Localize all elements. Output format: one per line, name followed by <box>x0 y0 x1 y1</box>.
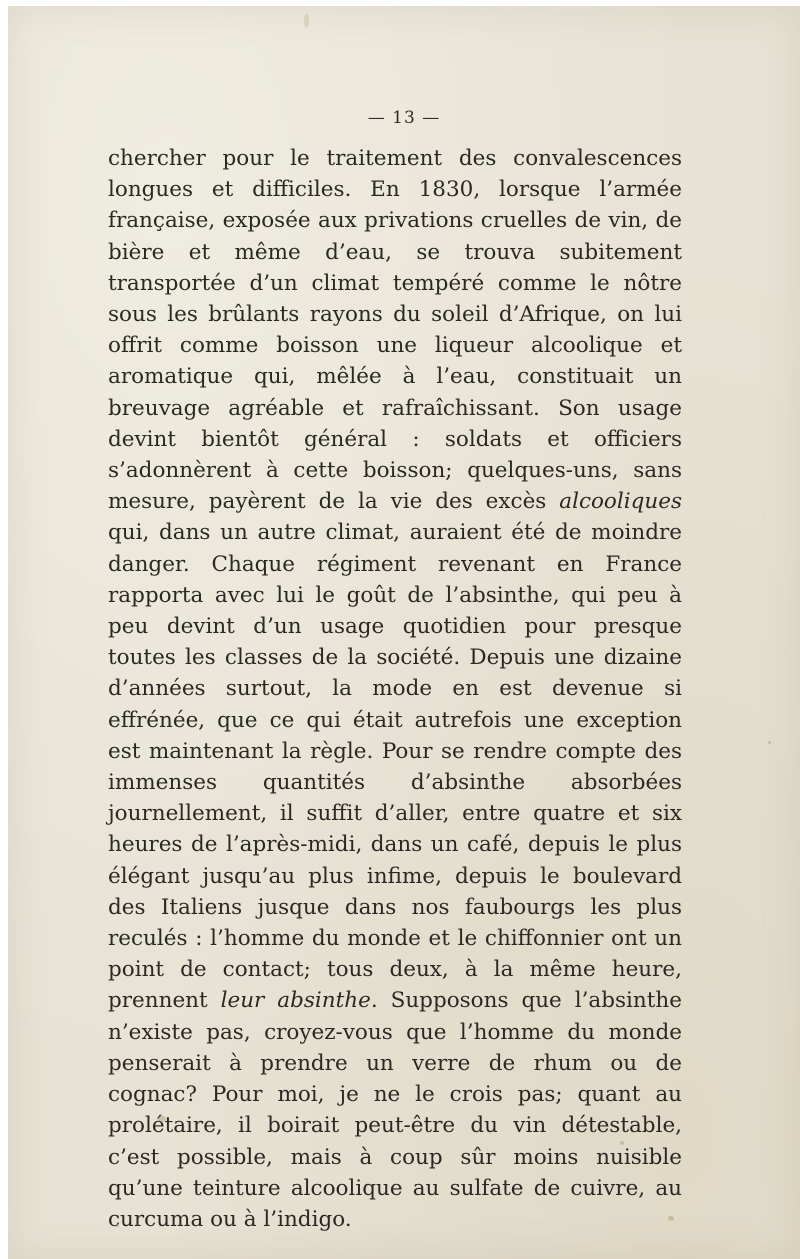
paper-speck <box>620 1141 624 1145</box>
page-number: — 13 — <box>367 108 441 128</box>
paper-speck <box>158 1116 166 1122</box>
paper-speck <box>116 1224 119 1227</box>
italic-text-run: leur absinthe <box>220 988 371 1014</box>
paper-speck <box>668 1216 674 1221</box>
text-run: qui, dans un autre climat, auraient été de moindre danger. Chaque régiment revenant en France rapporta avec lui le goût de l’absinthe, qui peu à peu devint d’un usage quotidien pour presque toutes les classes de la société. Depuis une dizaine d’années surtout, la mode en est devenue si effrénée, que ce qui était autrefois une exception est maintenant la règle. Pour se rendre compte des immenses quantités d’absinthe absorbées journellement, il suffit d’aller, entre quatre et six heures de l’après-midi, dans un café, depuis le plus élégant jusqu’au plus infime, depuis le boulevard des Italiens jusque dans nos faubourgs les plus reculés : l’homme du monde et le chiffonnier ont un point de contact; tous deux, à la même heure, prennent <box>108 520 682 1014</box>
text-run: . Supposons que l’absinthe n’existe pas, croyez-vous que l’homme du monde penserait à prendre un verre de rhum ou de cognac? Pour moi, je ne le crois pas; quant au prolétaire, il boirait peut-être du vin détestable, c’est possible, mais à coup sûr moins nuisible qu’une teinture alcoolique au sulfate de cuivre, au curcuma ou à l’indigo. <box>108 988 682 1232</box>
paper-speck <box>768 741 771 744</box>
italic-text-run: alcooliques <box>559 489 682 515</box>
book-page <box>8 6 800 1259</box>
body-paragraph <box>108 143 682 1235</box>
text-run: chercher pour le traitement des convalescences longues et difficiles. En 1830, lorsque l’armée française, exposée aux privations cruelles de vin, de bière et même d’eau, se trouva subitement transportée d’un climat tempéré comme le nôtre sous les brûlants rayons du soleil d’Afrique, on lui offrit comme boisson une liqueur alcoolique et aromatique qui, mêlée à l’eau, constituait un breuvage agréable et rafraîchissant. Son usage devint bientôt général : soldats et officiers s’adonnèrent à cette boisson; quelques-uns, sans mesure, payèrent de la vie des excès <box>108 146 682 515</box>
paper-speck <box>304 14 309 28</box>
